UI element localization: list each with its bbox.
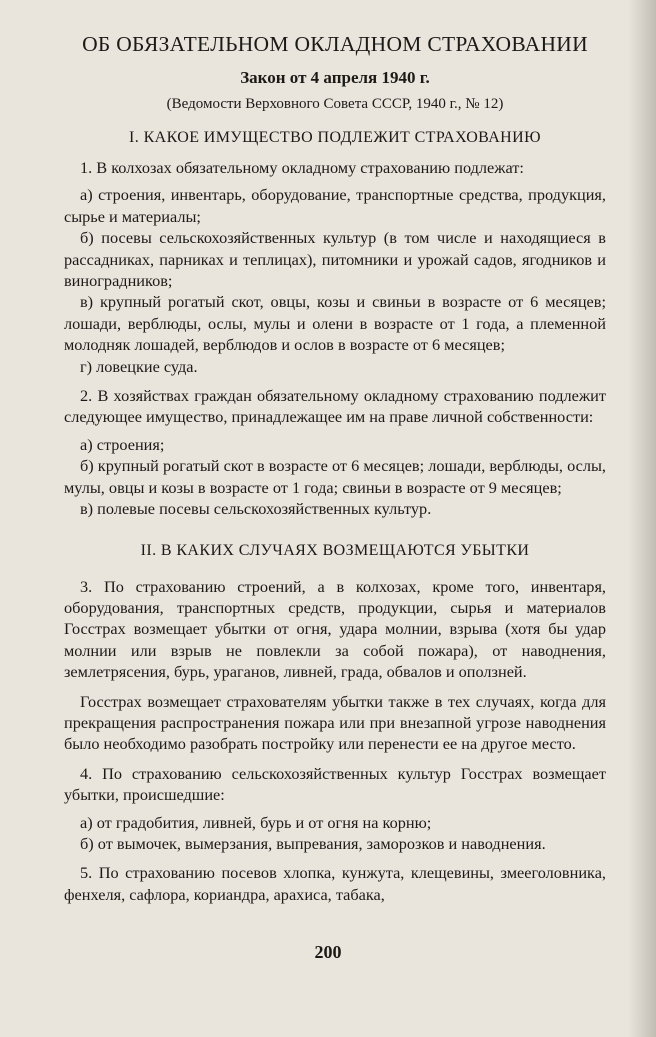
law-date: Закон от 4 апреля 1940 г. [240, 68, 430, 87]
paragraph-1: 1. В колхозах обязательному окладному страхованию подлежат: [80, 158, 524, 177]
paragraph-1g: г) ловецкие суда. [80, 356, 198, 376]
section-2-heading: II. В КАКИХ СЛУЧАЯХ ВОЗМЕЩАЮТСЯ УБЫТКИ [140, 541, 530, 559]
paragraph-4a: а) от градобития, ливней, бурь и от огня на корню; [80, 812, 432, 832]
paragraph-3-cont: Госстрах возмещает страхователям убытки также в тех случаях, когда для прекращения распространения пожара или при внезапной угрозе наводнения было необходимо разобрать постройку или перенести ее на другое место. [64, 691, 606, 754]
paragraph-2: 2. В хозяйствах граждан обязательному окладному страхованию подлежит следующее имущество, принадлежащее им на праве личной собственности: [64, 386, 606, 427]
paragraph-4: 4. По страхованию сельскохозяйственных культур Госстрах возмещает убытки, происшедшие: [64, 763, 606, 805]
document-page [64, 22, 606, 905]
section-1-heading: I. КАКОЕ ИМУЩЕСТВО ПОДЛЕЖИТ СТРАХОВАНИЮ [129, 129, 541, 146]
law-source: (Ведомости Верховного Совета СССР, 1940 г., № 12) [166, 96, 504, 112]
page-number: 200 [314, 942, 342, 962]
paragraph-1b: б) посевы сельскохозяйственных культур (в том числе и находящиеся в рассадниках, парниках и теплицах), питомники и урожай садов, ягодников и виноградников; [64, 228, 606, 291]
paragraph-2v: в) полевые посевы сельскохозяйственных культур. [80, 499, 432, 519]
document-title: ОБ ОБЯЗАТЕЛЬНОМ ОКЛАДНОМ СТРАХОВАНИИ [82, 32, 588, 56]
paragraph-4b: б) от вымочек, вымерзания, выпревания, заморозков и наводнения. [80, 833, 546, 853]
paragraph-2a: а) строения; [80, 434, 165, 454]
paragraph-1v: в) крупный рогатый скот, овцы, козы и свиньи в возрасте от 6 месяцев; лошади, верблюды, ослы, мулы и олени в возрасте от 1 года, а племенной молодняк лошадей, верблюдов и ослов в возрасте от 6 месяцев; [64, 292, 606, 355]
paragraph-2b: б) крупный рогатый скот в возрасте от 6 месяцев; лошади, верблюды, ослы, мулы, овцы и козы в возрасте от 1 года; свиньи в возрасте от 9 месяцев; [64, 456, 606, 497]
paragraph-5: 5. По страхованию посевов хлопка, кунжута, клещевины, змееголовника, фенхеля, сафлора, кориандра, арахиса, табака, [64, 863, 606, 904]
page-edge-shadow [628, 0, 656, 1037]
paragraph-1a: а) строения, инвентарь, оборудование, транспортные средства, продукция, сырье и материалы; [64, 185, 606, 226]
paragraph-3: 3. По страхованию строений, а в колхозах, кроме того, инвентаря, оборудования, транспортных средств, продукции, сырья и материалов Госстрах возмещает убытки от огня, удара молнии, взрыва (хотя бы удар молнии или взрыв не повлекли за собой пожара), от наводнения, землетрясения, бурь, ураганов, ливней, града, обвалов и оползней. [64, 576, 606, 682]
